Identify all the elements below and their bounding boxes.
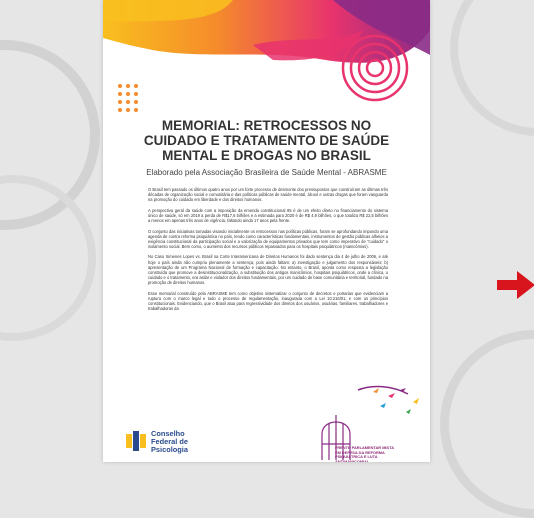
cfp-line: Conselho bbox=[151, 429, 185, 438]
cfp-line: Federal de bbox=[151, 437, 188, 446]
title-line: MENTAL E DROGAS NO BRASIL bbox=[162, 148, 371, 163]
frente-logo-text bbox=[335, 446, 427, 462]
body-paragraph: Esse memorial construído pela ABRASME tem como objetivo sistematizar o conjunto de decretos e portarias que evidenciam a ruptura com o marco legal e todo o processo de regulamentação, inaugurada com a Lei 10.216/01, e com os princípios constitucionais. Evidenciando, que o Brasil atua para regressividade dos direitos dos usuários, usuárias, familiares, trabalhadores e trabalhadoras da bbox=[148, 290, 388, 311]
body-paragraph: O conjunto das iniciativas tomadas visando inicialmente os retrocessos nas políticas públicas, foram se aprofundando impondo uma agenda de contra reforma psiquiátrica no país, tendo como características fundamentais, instrumentos de gestão públicas alheios a exigência constitucional da participação social e a valorização de equipamentos privados que tem como imperativo de "cuidado" o isolamento social. Bem como, o aumento dos recursos públicos repassados para os hospitais psiquiátricos (manicômios). bbox=[148, 228, 388, 249]
title-line: MEMORIAL: RETROCESSOS NO bbox=[161, 118, 372, 133]
body-paragraph: No Caso Ximenes Lopes vs. Brasil na Corte Interamericana de Direitos Humanos foi dado sentença dia 4 de julho de 2006, e até hoje o país ainda não cumpriu plenamente a sentença, pois ainda faltam: a) investigação e julgamento dos responsáveis; b) apresentação de um Programa Nacional de formação e capacitação. No entanto, o Brasil, aponta como resposta a legislação construída que promove a desinstitucionalização, a substituição dos antigos manicômios, hospitais psiquiátricos, onde a clínica, o cuidado e o tratamento, era asilar e violador dos direitos fundamentais, por um cuidado de base comunitária e territorial, fundado na promoção de direitos humanos. bbox=[148, 254, 388, 285]
background-circle bbox=[0, 175, 96, 341]
memorial-document bbox=[103, 0, 430, 462]
document-body bbox=[148, 187, 388, 316]
document-title bbox=[123, 118, 410, 163]
frente-line: ANTIMANICOMIAL bbox=[335, 458, 370, 462]
body-paragraph: O Brasil tem passado os últimos quatro anos por um forte processo de desmonte dos pressupostos que construíram as últimas três décadas de organização social e comunitária e das políticas públicas de saúde mental, álcool e outras drogas que foram vanguarda na promoção do cuidado em liberdade e dos direitos humanos. bbox=[148, 187, 388, 203]
next-arrow-icon[interactable] bbox=[497, 270, 534, 300]
background-circle bbox=[440, 330, 534, 518]
decorative-header bbox=[103, 0, 430, 118]
title-line: CUIDADO E TRATAMENTO DE SAÚDE bbox=[143, 133, 390, 148]
cfp-logo-text bbox=[151, 430, 188, 454]
cfp-logo bbox=[125, 430, 188, 454]
cfp-line: Psicologia bbox=[151, 445, 188, 454]
document-subtitle: Elaborado pela Associação Brasileira de Saúde Mental - ABRASME bbox=[146, 168, 387, 177]
background-circle bbox=[450, 0, 534, 136]
frente-line: PSIQUIÁTRICA E LUTA bbox=[335, 454, 378, 460]
cfp-logo-icon bbox=[125, 430, 147, 452]
frente-line: EM DEFESA DA REFORMA bbox=[335, 449, 385, 455]
frente-line: FRENTE PARLAMENTAR MISTA bbox=[335, 445, 395, 450]
body-paragraph: A perspectiva geral da saúde com a imposição da emenda constitucional 95 é de um efeito direto no financiamento do sistema único de saúde, só em 2019 a perda de R$17,6 bilhões e a estimada para 2020 é de R$ 4,9 bilhões, o que totaliza R$ 22,5 bilhões a menos em apenas três anos de vigência, faltando ainda 17 anos pela frente. bbox=[148, 207, 388, 223]
